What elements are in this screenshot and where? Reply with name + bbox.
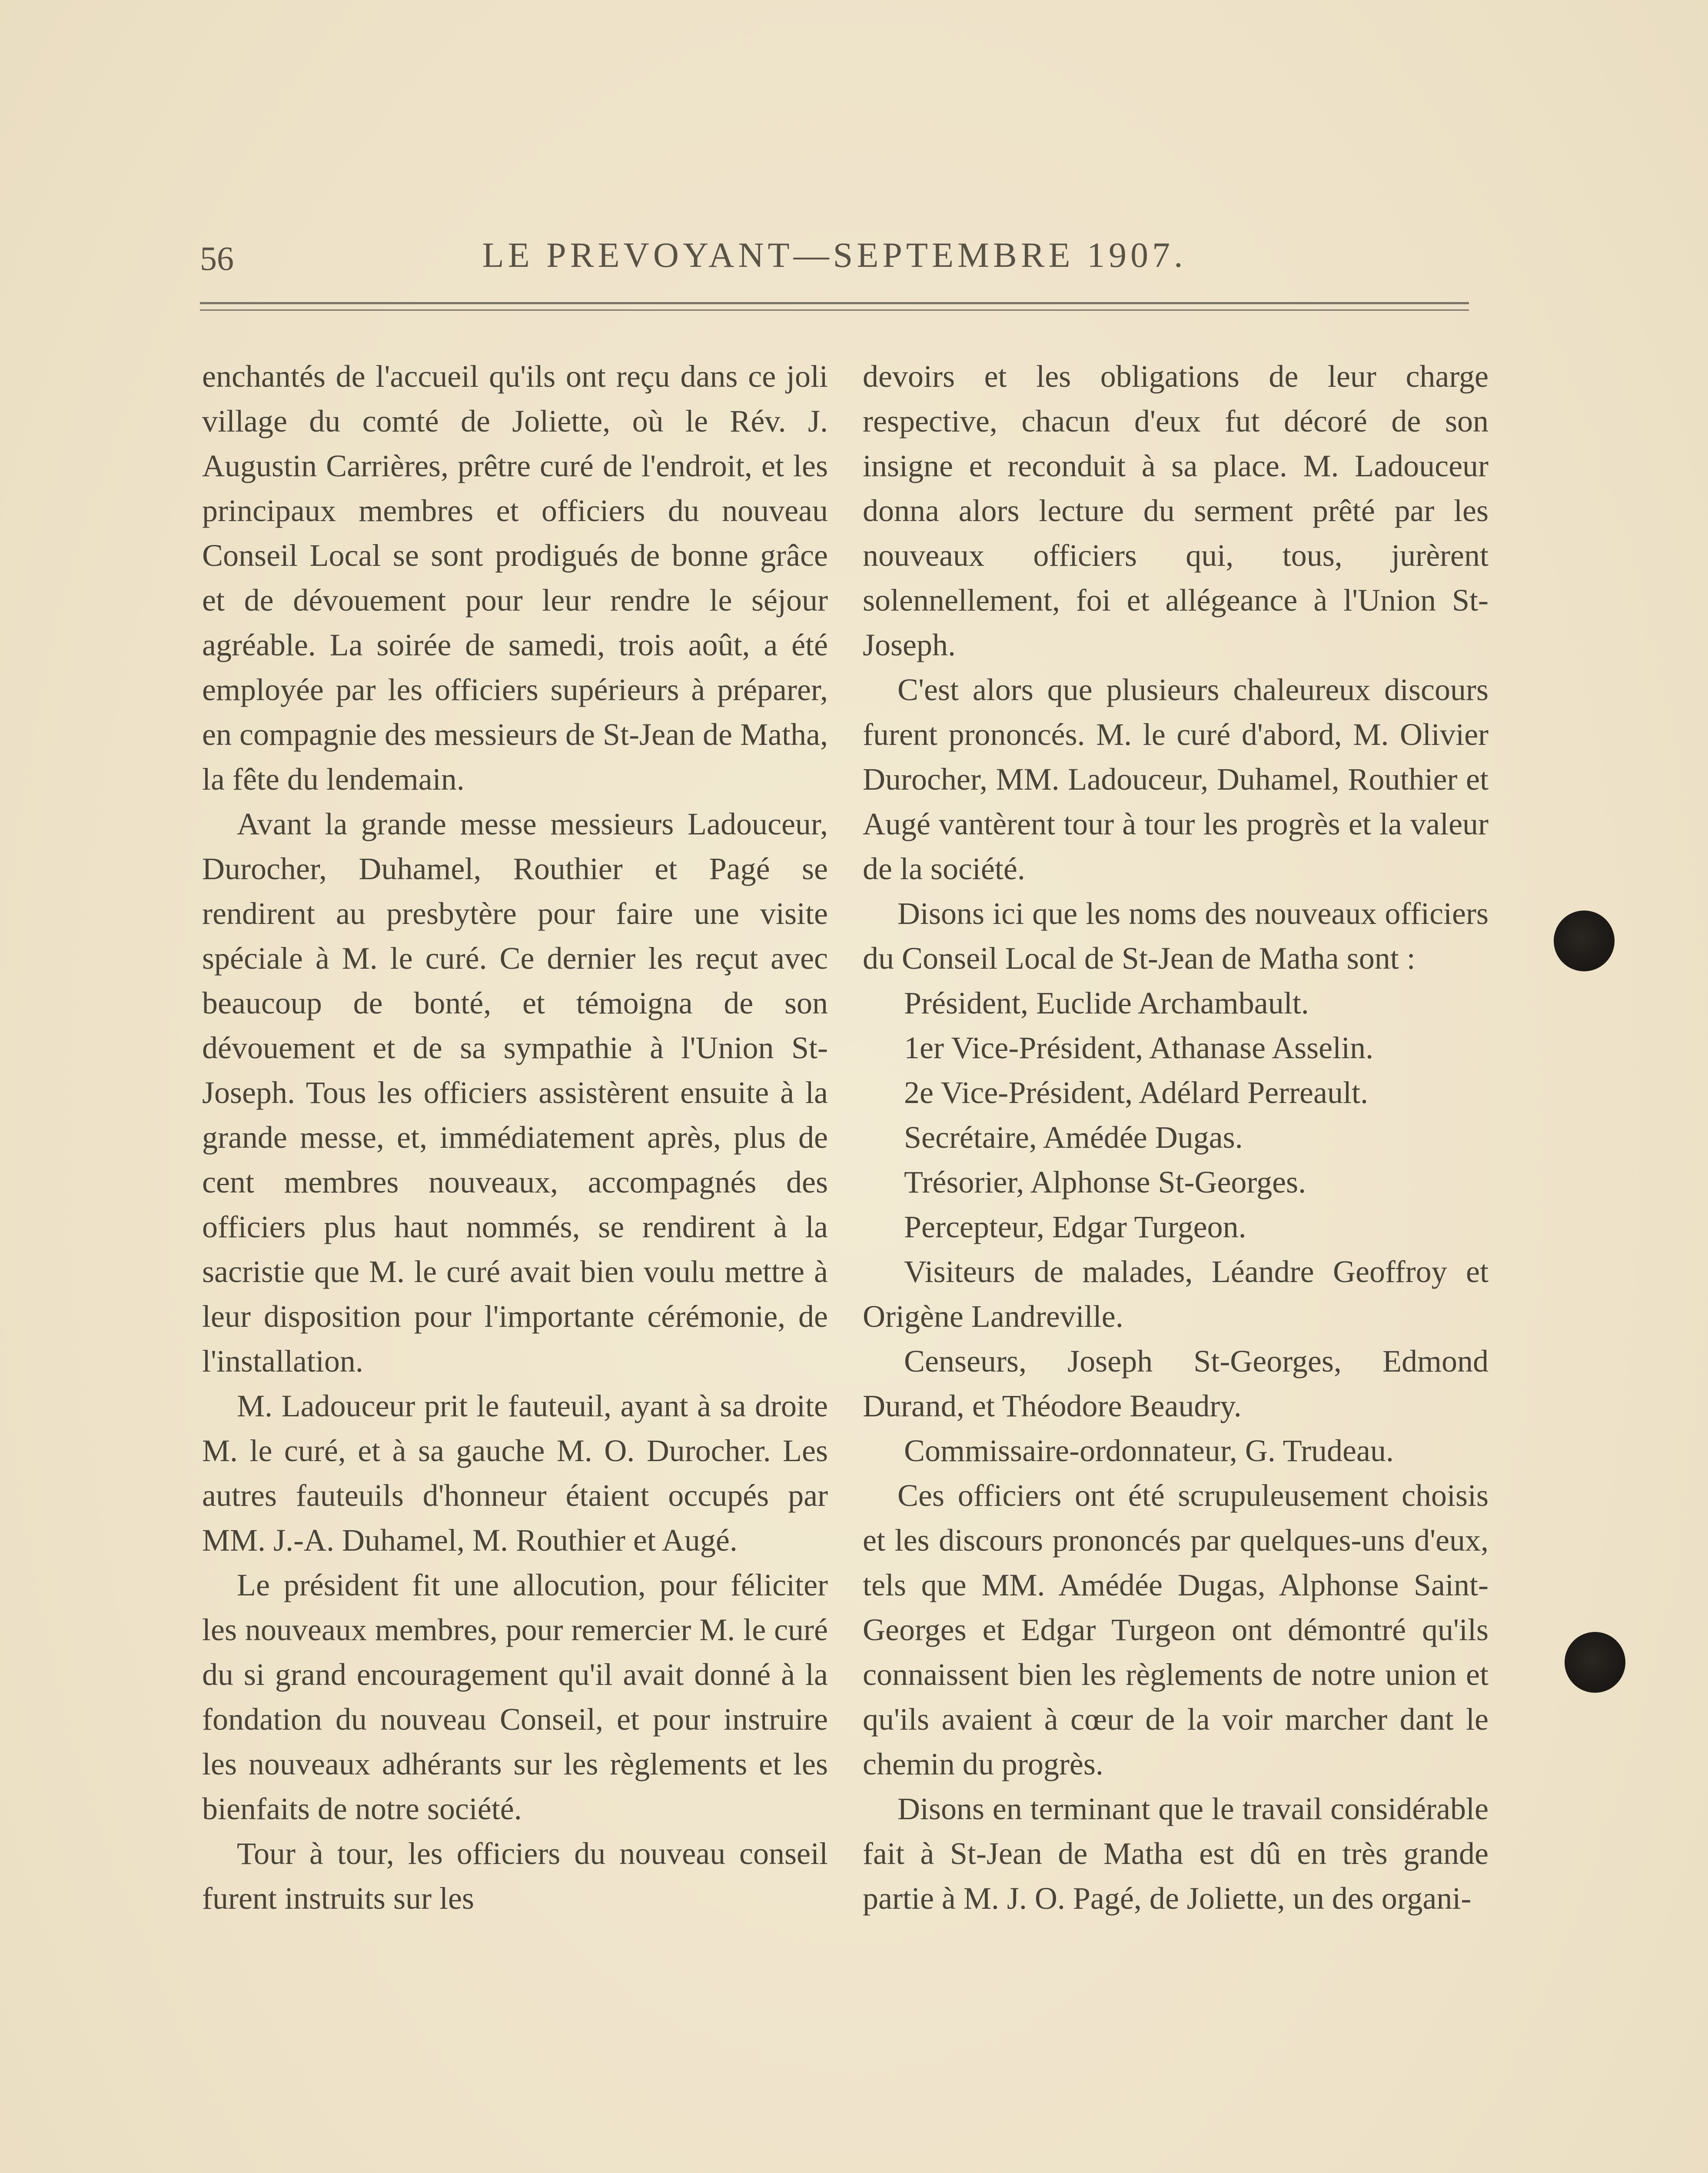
officer-entry: Trésorier, Alphonse St-Georges.: [904, 1165, 1306, 1199]
officer-entry: Censeurs, Joseph St-Georges, Edmond Durand, et Théodore Beaudry.: [863, 1344, 1489, 1423]
officer-entry: Visiteurs de malades, Léandre Geoffroy et Origène Landreville.: [863, 1254, 1489, 1334]
paragraph: M. Ladouceur prit le fauteuil, ayant à sa droite M. le curé, et à sa gauche M. O. Durocher. Les autres fauteuils d'honneur étaient occupés par MM. J.-A. Duhamel, M. Routhier et Augé.: [202, 1389, 828, 1558]
paragraph: Disons ici que les noms des nouveaux officiers du Conseil Local de St-Jean de Matha sont :: [863, 896, 1489, 976]
paragraph: Tour à tour, les officiers du nouveau conseil furent instruits sur les: [202, 1836, 828, 1916]
paragraph: Avant la grande messe messieurs Ladouceur, Durocher, Duhamel, Routhier et Pagé se rendirent au presbytère pour faire une visite spéciale à M. le curé. Ce dernier les reçut avec beaucoup de bonté, et témoigna de son dévouement et de sa sympathie à l'Union St-Joseph. Tous les officiers assistèrent ensuite à la grande messe, et, immédiatement après, plus de cent membres nouveaux, accompagnés des officiers plus haut nommés, se rendirent à la sacristie que M. le curé avait bien voulu mettre à leur disposition pour l'importante cérémonie, de l'installation.: [202, 807, 828, 1379]
paragraph: enchantés de l'accueil qu'ils ont reçu dans ce joli village du comté de Joliette, où le Rév. J. Augustin Carrières, prêtre curé de l'endroit, et les principaux membres et officiers du nouveau Conseil Local se sont prodigués de bonne grâce et de dévouement pour leur rendre le séjour agréable. La soirée de samedi, trois août, a été employée par les officiers supérieurs à préparer, en compagnie des messieurs de St-Jean de Matha, la fête du lendemain.: [202, 359, 828, 797]
officer-entry: 1er Vice-Président, Athanase Asselin.: [904, 1030, 1374, 1065]
paragraph: Disons en terminant que le travail considérable fait à St-Jean de Matha est dû en très grande partie à M. J. O. Pagé, de Joliette, un des organi-: [863, 1791, 1489, 1916]
officer-entry: Percepteur, Edgar Turgeon.: [904, 1209, 1246, 1244]
right-column: [863, 354, 1489, 1921]
running-title: LE PREVOYANT—SEPTEMBRE 1907.: [482, 235, 1187, 275]
binding-hole: [1565, 1632, 1625, 1693]
binding-hole: [1554, 910, 1615, 971]
paragraph: devoirs et les obligations de leur charge respective, chacun d'eux fut décoré de son insigne et reconduit à sa place. M. Ladouceur donna alors lecture du serment prêté par les nouveaux officiers qui, tous, jurèrent solennellement, foi et allégeance à l'Union St-Joseph.: [863, 359, 1489, 662]
officer-entry: 2e Vice-Président, Adélard Perreault.: [904, 1075, 1368, 1110]
page-number: 56: [200, 239, 234, 277]
left-column: [202, 354, 828, 1921]
header-rule-thin: [200, 309, 1469, 311]
officer-entry: Secrétaire, Amédée Dugas.: [904, 1120, 1243, 1155]
officer-entry: Commissaire-ordonnateur, G. Trudeau.: [904, 1433, 1394, 1468]
paragraph: C'est alors que plusieurs chaleureux discours furent prononcés. M. le curé d'abord, M. Olivier Durocher, MM. Ladouceur, Duhamel, Routhier et Augé vantèrent tour à tour les progrès et la valeur de la société.: [863, 672, 1489, 886]
paragraph: Le président fit une allocution, pour féliciter les nouveaux membres, pour remercier M. le curé du si grand encouragement qu'il avait donné à la fondation du nouveau Conseil, et pour instruire les nouveaux adhérants sur les règlements et les bienfaits de notre société.: [202, 1568, 828, 1826]
header-rule-thick: [200, 302, 1469, 304]
officer-entry: Président, Euclide Archambault.: [904, 986, 1309, 1020]
paragraph: Ces officiers ont été scrupuleusement choisis et les discours prononcés par quelques-uns d'eux, tels que MM. Amédée Dugas, Alphonse Saint-Georges et Edgar Turgeon ont démontré qu'ils connaissent bien les règlements de notre union et qu'ils avaient à cœur de la voir marcher dant le chemin du progrès.: [863, 1478, 1489, 1781]
page-header: [200, 230, 1469, 282]
